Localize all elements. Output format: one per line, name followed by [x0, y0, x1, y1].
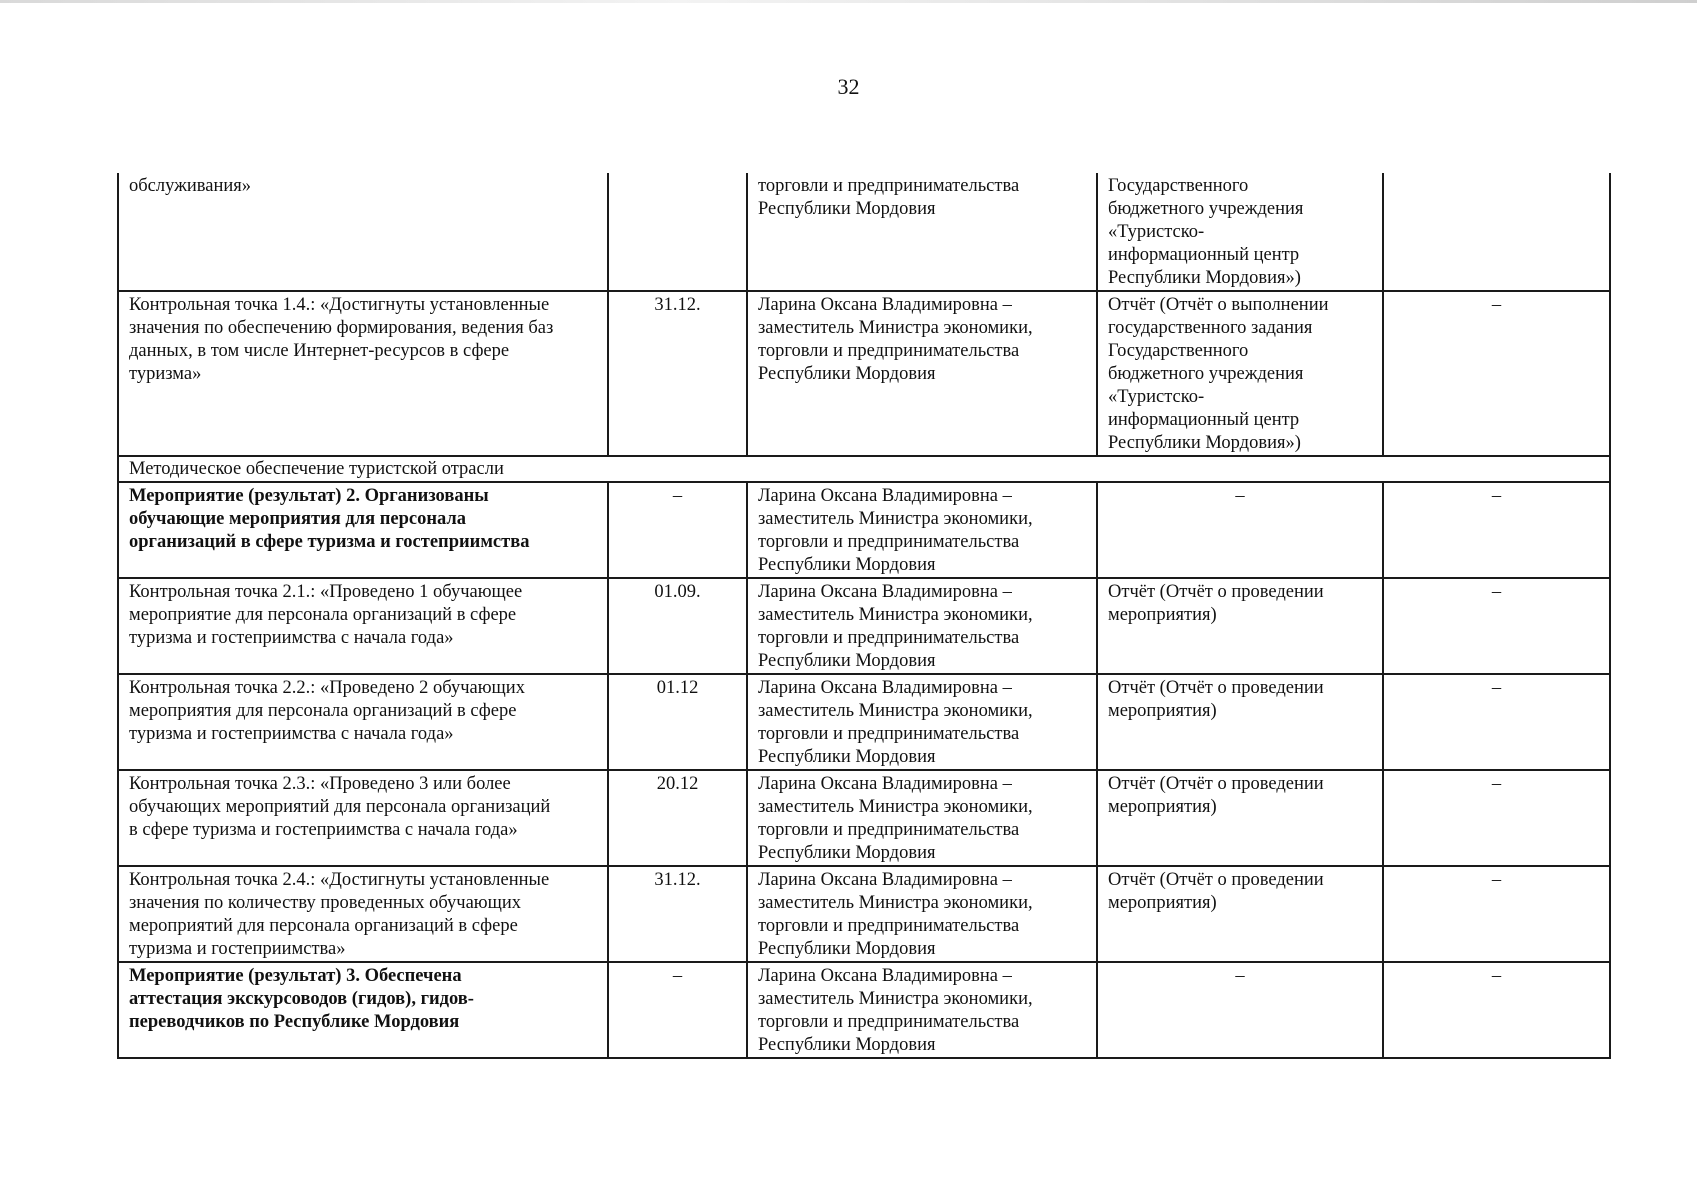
cell-document — [1097, 770, 1383, 866]
plan-table-container — [117, 173, 1609, 1059]
cell-date: – — [608, 962, 747, 1058]
cell-date: 31.12. — [608, 291, 747, 456]
table-row — [118, 482, 1610, 578]
table-row — [118, 770, 1610, 866]
cell-line: Отчёт (Отчёт о выполнении — [1108, 295, 1329, 315]
cell-line: торговли и предпринимательства — [758, 916, 1020, 936]
cell-line: мероприятий для персонала организаций в сфере — [129, 916, 518, 936]
cell-responsible — [747, 291, 1097, 456]
cell-line: организаций в сфере туризма и гостеприимства — [129, 532, 530, 552]
cell-line: Ларина Оксана Владимировна – — [758, 486, 1012, 506]
cell-system: – — [1383, 866, 1610, 962]
cell-system: – — [1383, 962, 1610, 1058]
cell-line: Ларина Оксана Владимировна – — [758, 966, 1012, 986]
cell-line: Государственного — [1108, 341, 1249, 361]
cell-document — [1097, 674, 1383, 770]
cell-line: «Туристско- — [1108, 387, 1205, 407]
cell-date: 20.12 — [608, 770, 747, 866]
cell-line: Республики Мордовия») — [1108, 433, 1301, 453]
cell-line: Республики Мордовия — [758, 555, 936, 575]
cell-responsible — [747, 482, 1097, 578]
cell-line: значения по количеству проведенных обучающих — [129, 893, 522, 913]
cell-line: – — [1235, 486, 1245, 506]
cell-line: Контрольная точка 2.1.: «Проведено 1 обучающее — [129, 582, 523, 602]
table-row — [118, 291, 1610, 456]
cell-name — [118, 173, 608, 291]
cell-line: Ларина Оксана Владимировна – — [758, 678, 1012, 698]
cell-line: Отчёт (Отчёт о проведении — [1108, 774, 1324, 794]
cell-line: Республики Мордовия — [758, 364, 936, 384]
cell-line: Республики Мордовия») — [1108, 268, 1301, 288]
cell-line: Ларина Оксана Владимировна – — [758, 582, 1012, 602]
cell-line: мероприятия) — [1108, 701, 1217, 721]
cell-line: мероприятия) — [1108, 893, 1217, 913]
table-body — [118, 173, 1610, 1058]
cell-line: информационный центр — [1108, 410, 1300, 430]
cell-line: торговли и предпринимательства — [758, 341, 1020, 361]
table-row — [118, 173, 1610, 291]
cell-name — [118, 866, 608, 962]
cell-line: заместитель Министра экономики, — [758, 509, 1033, 529]
cell-name — [118, 770, 608, 866]
cell-system: – — [1383, 291, 1610, 456]
cell-responsible — [747, 770, 1097, 866]
cell-line: торговли и предпринимательства — [758, 532, 1020, 552]
cell-name — [118, 291, 608, 456]
cell-line: аттестация экскурсоводов (гидов), гидов- — [129, 989, 474, 1009]
cell-document — [1097, 962, 1383, 1058]
cell-responsible — [747, 866, 1097, 962]
cell-name — [118, 578, 608, 674]
cell-name — [118, 482, 608, 578]
cell-document — [1097, 173, 1383, 291]
cell-line: обучающих мероприятий для персонала организаций — [129, 797, 551, 817]
cell-line: – — [1235, 966, 1245, 986]
scan-edge — [0, 0, 1697, 3]
cell-line: туризма» — [129, 364, 202, 384]
cell-line: Ларина Оксана Владимировна – — [758, 870, 1012, 890]
cell-date: 01.12 — [608, 674, 747, 770]
cell-line: бюджетного учреждения — [1108, 364, 1304, 384]
cell-system: – — [1383, 770, 1610, 866]
cell-responsible — [747, 674, 1097, 770]
cell-date — [608, 173, 747, 291]
cell-line: в сфере туризма и гостеприимства с начала года» — [129, 820, 518, 840]
cell-document — [1097, 291, 1383, 456]
cell-line: Контрольная точка 2.3.: «Проведено 3 или более — [129, 774, 511, 794]
plan-table — [117, 173, 1611, 1059]
cell-line: торговли и предпринимательства — [758, 1012, 1020, 1032]
cell-line: обучающие мероприятия для персонала — [129, 509, 467, 529]
cell-line: мероприятия) — [1108, 605, 1217, 625]
cell-line: заместитель Министра экономики, — [758, 605, 1033, 625]
cell-line: заместитель Министра экономики, — [758, 701, 1033, 721]
table-row — [118, 674, 1610, 770]
cell-line: переводчиков по Республике Мордовия — [129, 1012, 460, 1032]
cell-date: 31.12. — [608, 866, 747, 962]
cell-line: Контрольная точка 1.4.: «Достигнуты установленные — [129, 295, 550, 315]
table-row — [118, 578, 1610, 674]
cell-line: туризма и гостеприимства с начала года» — [129, 724, 454, 744]
cell-name — [118, 674, 608, 770]
cell-line: Контрольная точка 2.4.: «Достигнуты установленные — [129, 870, 550, 890]
cell-line: «Туристско- — [1108, 222, 1205, 242]
table-row — [118, 962, 1610, 1058]
cell-line: Отчёт (Отчёт о проведении — [1108, 870, 1324, 890]
cell-document — [1097, 482, 1383, 578]
cell-line: Мероприятие (результат) 2. Организованы — [129, 486, 489, 506]
cell-line: государственного задания — [1108, 318, 1313, 338]
cell-line: обслуживания» — [129, 176, 252, 196]
cell-line: туризма и гостеприимства» — [129, 939, 346, 959]
cell-line: туризма и гостеприимства с начала года» — [129, 628, 454, 648]
cell-name — [118, 962, 608, 1058]
cell-line: заместитель Министра экономики, — [758, 797, 1033, 817]
cell-document — [1097, 578, 1383, 674]
cell-system: – — [1383, 578, 1610, 674]
table-row — [118, 866, 1610, 962]
cell-line: торговли и предпринимательства — [758, 176, 1020, 196]
cell-line: информационный центр — [1108, 245, 1300, 265]
cell-system: – — [1383, 674, 1610, 770]
cell-line: Республики Мордовия — [758, 939, 936, 959]
cell-date: 01.09. — [608, 578, 747, 674]
cell-responsible — [747, 962, 1097, 1058]
cell-line: Мероприятие (результат) 3. Обеспечена — [129, 966, 462, 986]
cell-line: Республики Мордовия — [758, 199, 936, 219]
section-header-row — [118, 456, 1610, 482]
cell-line: торговли и предпринимательства — [758, 724, 1020, 744]
cell-line: заместитель Министра экономики, — [758, 893, 1033, 913]
cell-line: Ларина Оксана Владимировна – — [758, 774, 1012, 794]
cell-responsible — [747, 173, 1097, 291]
cell-document — [1097, 866, 1383, 962]
cell-line: Отчёт (Отчёт о проведении — [1108, 678, 1324, 698]
cell-line: Республики Мордовия — [758, 843, 936, 863]
cell-line: значения по обеспечению формирования, ведения баз — [129, 318, 554, 338]
cell-line: заместитель Министра экономики, — [758, 989, 1033, 1009]
cell-line: Государственного — [1108, 176, 1249, 196]
section-title: Методическое обеспечение туристской отрасли — [118, 456, 1610, 482]
cell-line: мероприятия) — [1108, 797, 1217, 817]
cell-line: Ларина Оксана Владимировна – — [758, 295, 1012, 315]
cell-responsible — [747, 578, 1097, 674]
cell-system — [1383, 173, 1610, 291]
cell-line: Контрольная точка 2.2.: «Проведено 2 обучающих — [129, 678, 525, 698]
cell-line: бюджетного учреждения — [1108, 199, 1304, 219]
page-number: 32 — [837, 74, 860, 99]
cell-line: Отчёт (Отчёт о проведении — [1108, 582, 1324, 602]
cell-line: Республики Мордовия — [758, 1035, 936, 1055]
cell-line: заместитель Министра экономики, — [758, 318, 1033, 338]
cell-line: торговли и предпринимательства — [758, 628, 1020, 648]
cell-system: – — [1383, 482, 1610, 578]
cell-line: торговли и предпринимательства — [758, 820, 1020, 840]
cell-line: Республики Мордовия — [758, 651, 936, 671]
cell-date: – — [608, 482, 747, 578]
cell-line: мероприятие для персонала организаций в сфере — [129, 605, 517, 625]
cell-line: мероприятия для персонала организаций в сфере — [129, 701, 517, 721]
cell-line: Республики Мордовия — [758, 747, 936, 767]
cell-line: данных, в том числе Интернет-ресурсов в сфере — [129, 341, 510, 361]
